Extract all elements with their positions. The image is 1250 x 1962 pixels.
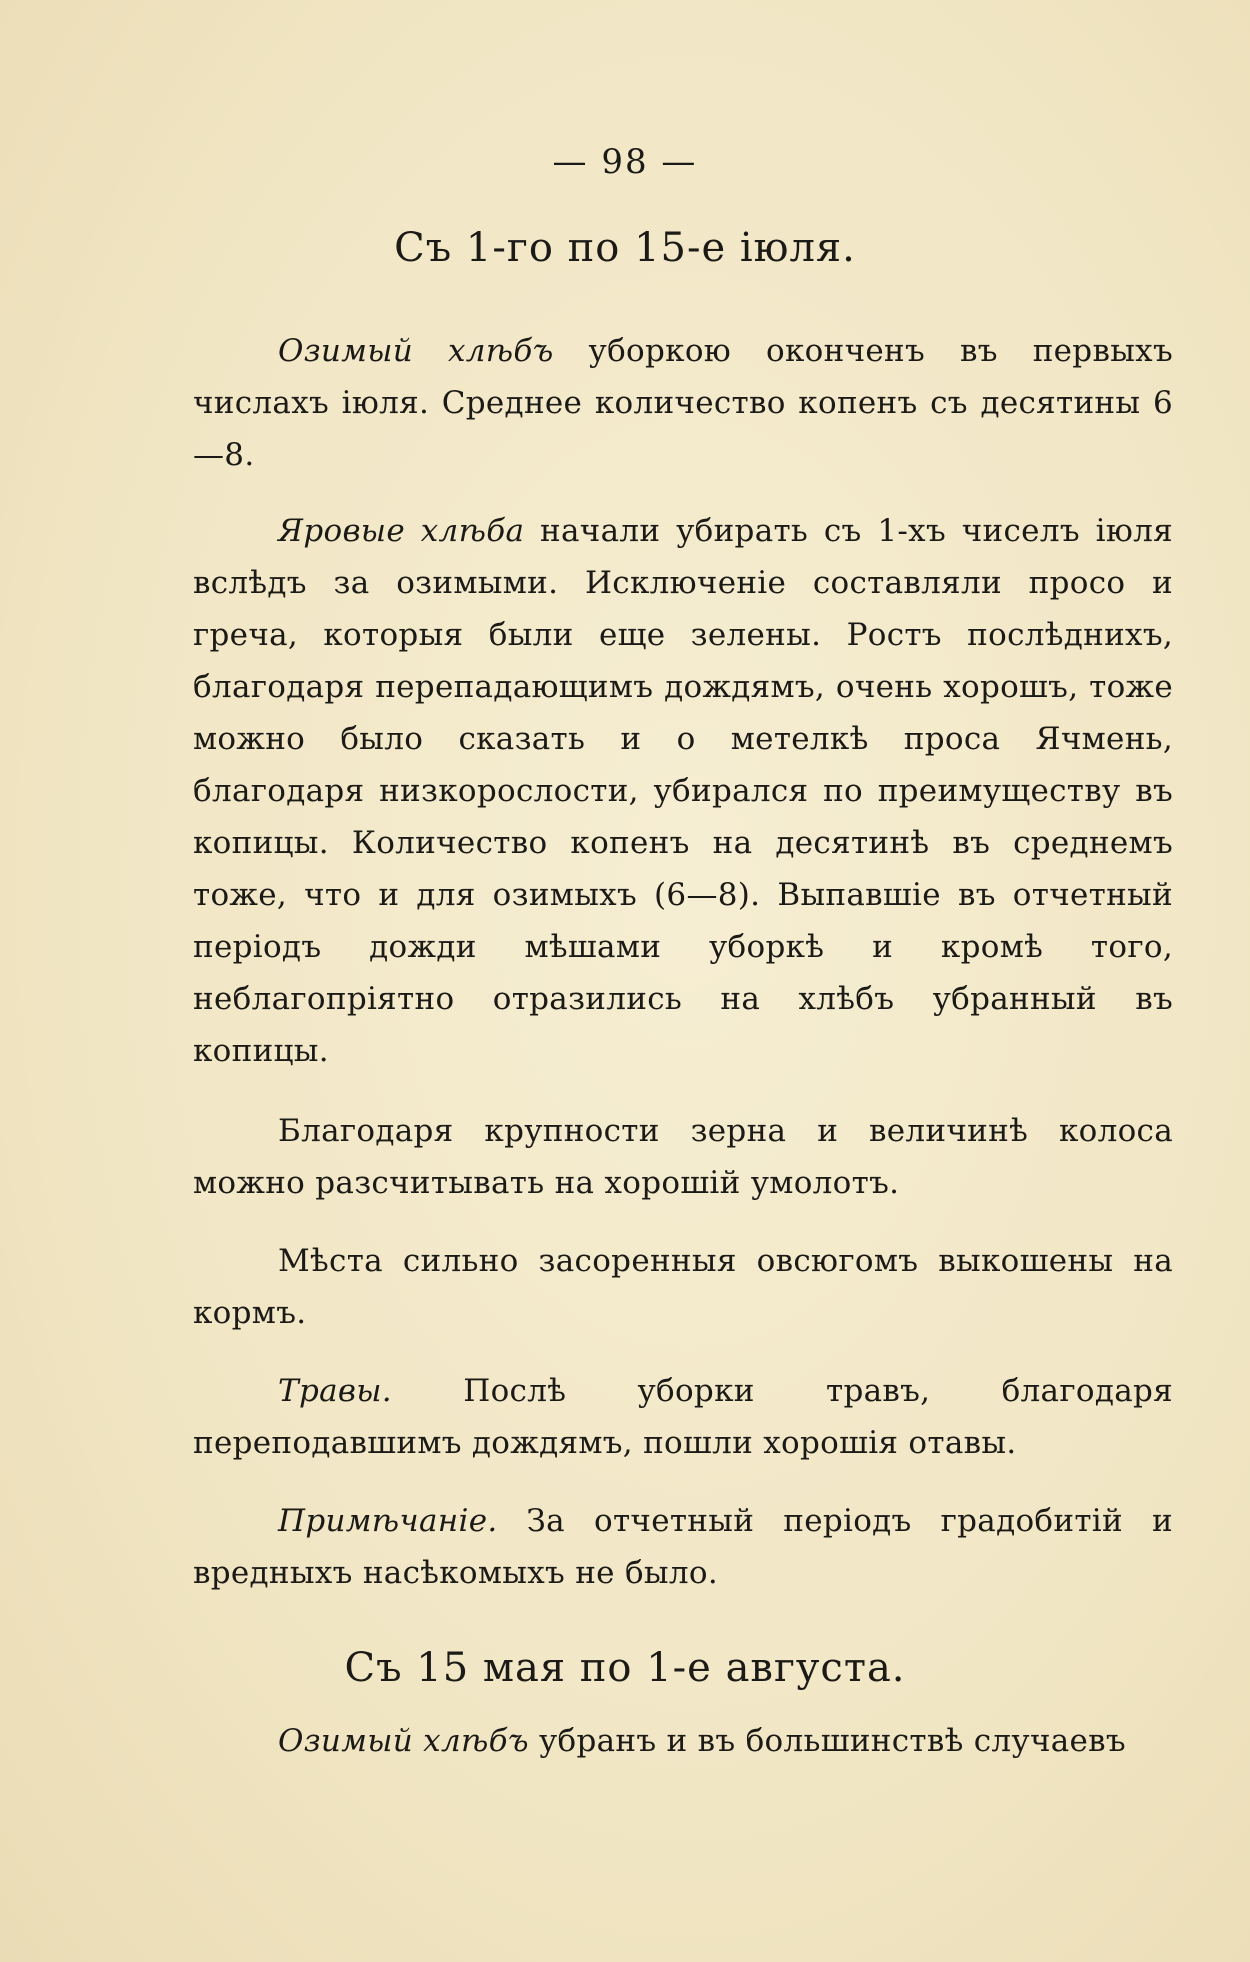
paragraph-spring-grain bbox=[193, 505, 1173, 1077]
paragraph-weeds bbox=[193, 1235, 1173, 1339]
page-number: — 98 — bbox=[552, 142, 698, 182]
paragraph-text: Мѣста сильно засоренныя овсюгомъ выкошены на кормъ. bbox=[193, 1243, 1173, 1331]
paragraph-lead: Травы. bbox=[278, 1373, 392, 1409]
paragraph-lead: Озимый хлѣбъ bbox=[278, 1723, 529, 1759]
paragraph-lead: Яровые хлѣба bbox=[278, 513, 525, 549]
paragraph-text: Послѣ уборки травъ, благодаря переподавшимъ дождямъ, пошли хорошія отавы. bbox=[193, 1373, 1173, 1461]
paragraph-text: начали убирать съ 1-хъ чиселъ іюля вслѣдъ за озимыми. Исключеніе составляли просо и греча, которыя были еще зелены. Ростъ послѣднихъ, благодаря перепадающимъ дождямъ, очень хорошъ, тоже можно было сказать и о метелкѣ проса Ячмень, благодаря низкорослости, убирался по преимуществу въ копицы. Количество копенъ на десятинѣ въ среднемъ тоже, что и для озимыхъ (6—8). Выпавшіе въ отчетный періодъ дожди мѣшами уборкѣ и кромѣ того, неблагопріятно отразились на хлѣбъ убранный въ копицы. bbox=[193, 513, 1173, 1069]
paragraph-grasses bbox=[193, 1365, 1173, 1469]
paragraph-lead: Примѣчаніе. bbox=[278, 1503, 498, 1539]
paragraph-grain-size bbox=[193, 1105, 1173, 1209]
paragraph-lead: Озимый хлѣбъ bbox=[278, 333, 554, 369]
paragraph-winter-grain-2 bbox=[193, 1715, 1173, 1767]
paragraph-text: За отчетный періодъ градобитій и вредныхъ насѣкомыхъ не было. bbox=[193, 1503, 1173, 1591]
section-heading-may-august: Съ 15 мая по 1-е августа. bbox=[344, 1645, 906, 1691]
paragraph-note bbox=[193, 1495, 1173, 1599]
paragraph-text: убранъ и въ большинствѣ случаевъ bbox=[528, 1723, 1126, 1759]
paragraph-text: уборкою оконченъ въ первыхъ числахъ іюля. Среднее количество копенъ съ десятины 6—8. bbox=[193, 333, 1173, 473]
paragraph-text: Благодаря крупности зерна и величинѣ колоса можно разсчитывать на хорошій умолотъ. bbox=[193, 1113, 1173, 1201]
section-heading-july: Съ 1-го по 15-е іюля. bbox=[394, 225, 856, 271]
paragraph-winter-grain bbox=[193, 325, 1173, 481]
